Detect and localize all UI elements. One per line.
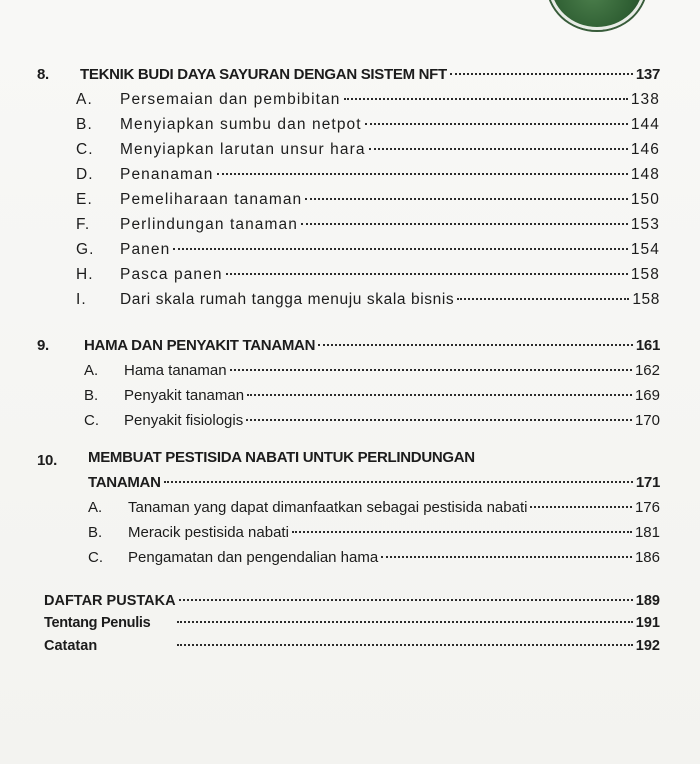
dot-leader: [369, 148, 628, 150]
dot-leader: [173, 248, 628, 250]
dot-leader: [230, 369, 632, 371]
chapter-8-title: TEKNIK BUDI DAYA SAYURAN DENGAN SISTEM NFT: [80, 66, 447, 83]
toc-entry-tentang-penulis[interactable]: [174, 615, 660, 631]
dot-leader: [457, 298, 629, 300]
toc-entry-8d[interactable]: [120, 166, 660, 184]
item-page: 176: [634, 499, 660, 516]
toc-entry-10c[interactable]: [128, 549, 660, 566]
toc-entry-8h[interactable]: [120, 266, 660, 284]
back-matter-page: 189: [635, 593, 660, 609]
item-letter: A.: [84, 362, 99, 379]
dot-leader: [177, 644, 633, 646]
item-page: 162: [634, 362, 660, 379]
toc-entry-catatan[interactable]: [174, 638, 660, 654]
item-letter: H.: [76, 266, 94, 283]
dot-leader: [344, 98, 628, 100]
back-matter-title: Tentang Penulis: [44, 615, 151, 631]
dot-leader: [450, 73, 633, 75]
item-letter: C.: [76, 141, 94, 158]
dot-leader: [381, 556, 632, 558]
toc-entry-chapter-9[interactable]: [84, 337, 660, 354]
dot-leader: [217, 173, 628, 175]
item-letter: B.: [76, 116, 93, 133]
toc-entry-10a[interactable]: [128, 499, 660, 516]
item-page: 169: [634, 387, 660, 404]
toc-entry-9a[interactable]: [124, 362, 660, 379]
dot-leader: [246, 419, 632, 421]
chapter-8-number: 8.: [37, 66, 49, 83]
item-title: Menyiapkan larutan unsur hara: [120, 141, 366, 158]
item-letter: C.: [88, 549, 103, 566]
item-title: Dari skala rumah tangga menuju skala bisnis: [120, 291, 455, 308]
dot-leader: [318, 344, 633, 346]
item-letter: G.: [76, 241, 95, 258]
dot-leader: [226, 273, 628, 275]
item-page: 138: [630, 91, 660, 108]
toc-entry-chapter-8[interactable]: [80, 66, 660, 83]
item-title: Hama tanaman: [124, 362, 227, 379]
back-matter-title: Catatan: [44, 638, 98, 654]
item-page: 148: [630, 166, 660, 183]
item-letter: D.: [76, 166, 94, 183]
dot-leader: [292, 531, 632, 533]
toc-entry-8e[interactable]: [120, 191, 660, 209]
item-title: Tanaman yang dapat dimanfaatkan sebagai pestisida nabati: [128, 499, 528, 516]
chapter-10-title-line1: MEMBUAT PESTISIDA NABATI UNTUK PERLINDUNGAN: [88, 449, 475, 466]
chapter-10-page: 171: [635, 474, 660, 491]
item-title: Penyakit tanaman: [124, 387, 245, 404]
chapter-9-page: 161: [635, 337, 660, 354]
item-page: 153: [630, 216, 660, 233]
item-title: Penanaman: [120, 166, 214, 183]
item-title: Pasca panen: [120, 266, 223, 283]
toc-entry-8g[interactable]: [120, 241, 660, 259]
item-letter: I.: [76, 291, 87, 308]
item-title: Penyakit fisiologis: [124, 412, 244, 429]
cover-emblem-image: [548, 0, 646, 30]
item-title: Perlindungan tanaman: [120, 216, 298, 233]
back-matter-title: DAFTAR PUSTAKA: [44, 593, 176, 609]
item-title: Persemaian dan pembibitan: [120, 91, 341, 108]
chapter-9-number: 9.: [37, 337, 49, 354]
dot-leader: [179, 599, 633, 601]
dot-leader: [247, 394, 632, 396]
item-page: 170: [634, 412, 660, 429]
toc-entry-daftar-pustaka[interactable]: [44, 593, 660, 609]
chapter-9-title: HAMA DAN PENYAKIT TANAMAN: [84, 337, 316, 354]
item-letter: A.: [88, 499, 103, 516]
dot-leader: [301, 223, 628, 225]
item-page: 146: [630, 141, 660, 158]
item-page: 158: [632, 291, 660, 308]
item-page: 144: [630, 116, 660, 133]
toc-entry-8f[interactable]: [120, 216, 660, 234]
dot-leader: [164, 481, 633, 483]
item-letter: E.: [76, 191, 93, 208]
dot-leader: [305, 198, 628, 200]
toc-entry-chapter-10[interactable]: [88, 474, 660, 491]
dot-leader: [177, 621, 633, 623]
toc-entry-8b[interactable]: [120, 116, 660, 134]
item-title: Pengamatan dan pengendalian hama: [128, 549, 379, 566]
item-page: 186: [634, 549, 660, 566]
toc-entry-8i[interactable]: [120, 291, 660, 309]
item-letter: F.: [76, 216, 91, 233]
item-title: Menyiapkan sumbu dan netpot: [120, 116, 362, 133]
item-page: 158: [630, 266, 660, 283]
dot-leader: [530, 506, 632, 508]
item-title: Pemeliharaan tanaman: [120, 191, 303, 208]
chapter-8-page: 137: [635, 66, 660, 83]
item-page: 181: [634, 524, 660, 541]
item-letter: B.: [84, 387, 99, 404]
dot-leader: [365, 123, 628, 125]
toc-entry-9c[interactable]: [124, 412, 660, 429]
toc-entry-10b[interactable]: [128, 524, 660, 541]
chapter-10-number: 10.: [37, 452, 57, 469]
item-letter: A.: [76, 91, 93, 108]
chapter-10-title-line2: TANAMAN: [88, 474, 161, 491]
item-title: Panen: [120, 241, 171, 258]
toc-entry-8c[interactable]: [120, 141, 660, 159]
item-page: 154: [630, 241, 660, 258]
back-matter-page: 191: [635, 615, 660, 631]
item-letter: C.: [84, 412, 99, 429]
back-matter-page: 192: [635, 638, 660, 654]
toc-entry-8a[interactable]: [120, 91, 660, 109]
toc-entry-9b[interactable]: [124, 387, 660, 404]
item-letter: B.: [88, 524, 103, 541]
item-title: Meracik pestisida nabati: [128, 524, 289, 541]
item-page: 150: [630, 191, 660, 208]
